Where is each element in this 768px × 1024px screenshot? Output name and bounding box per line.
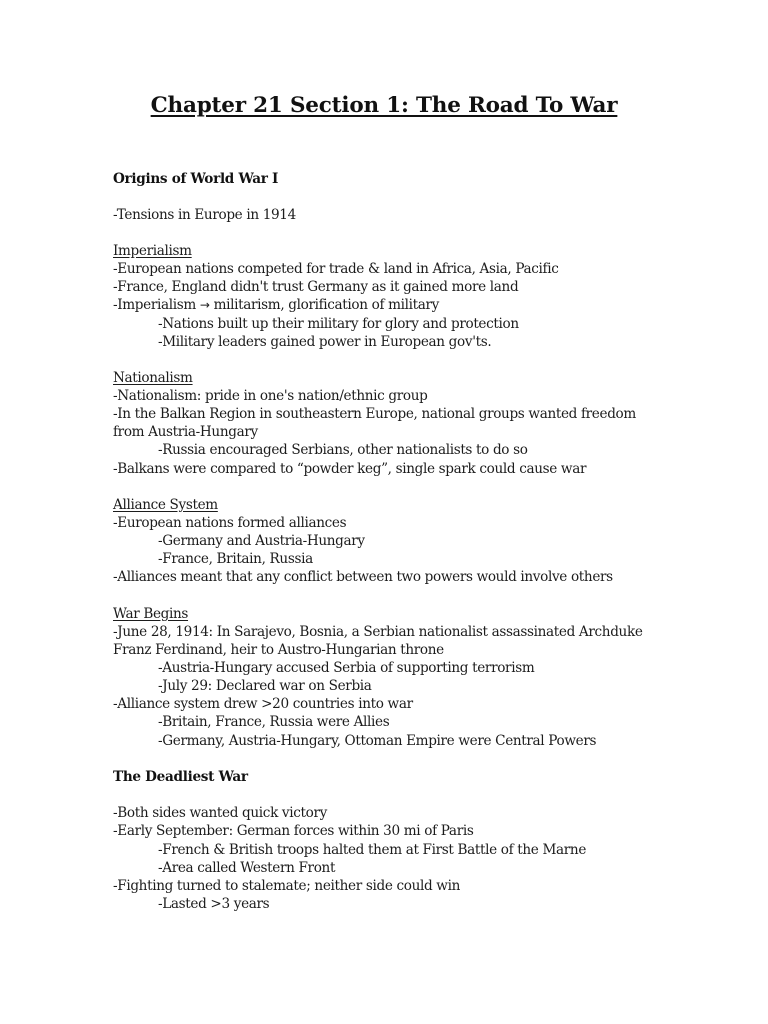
section-heading-deadliest-war: The Deadliest War [113, 769, 248, 785]
note-subline: -Military leaders gained power in European gov'ts. [158, 334, 492, 350]
note-subline: -Nations built up their military for glory and protection [158, 316, 519, 332]
note-subline: -Area called Western Front [158, 860, 336, 876]
note-subline: -Britain, France, Russia were Allies [158, 714, 390, 730]
section-heading-war-begins: War Begins [113, 606, 189, 622]
note-line: -European nations competed for trade & land in Africa, Asia, Pacific [113, 261, 559, 277]
note-subline: -Germany and Austria-Hungary [158, 533, 365, 549]
note-subline: -July 29: Declared war on Serbia [158, 678, 372, 694]
note-line: Franz Ferdinand, heir to Austro-Hungarian throne [113, 642, 444, 658]
page-title: Chapter 21 Section 1: The Road To War [150, 93, 618, 118]
note-subline: -French & British troops halted them at First Battle of the Marne [158, 842, 587, 858]
note-text: militarism, glorification of military [213, 297, 439, 313]
note-line: from Austria-Hungary [113, 424, 258, 440]
section-heading-origins: Origins of World War I [113, 171, 279, 187]
note-line: -In the Balkan Region in southeastern Europe, national groups wanted freedom [113, 406, 636, 422]
note-line: -France, England didn't trust Germany as it gained more land [113, 279, 519, 295]
note-line [113, 296, 439, 314]
note-subline: -Austria-Hungary accused Serbia of supporting terrorism [158, 660, 535, 676]
note-line: -Tensions in Europe in 1914 [113, 207, 296, 223]
note-line: -Alliances meant that any conflict between two powers would involve others [113, 569, 613, 585]
note-line: -Alliance system drew >20 countries into war [113, 696, 413, 712]
note-text: -Imperialism [113, 297, 196, 313]
section-heading-imperialism: Imperialism [113, 243, 192, 259]
note-line: -European nations formed alliances [113, 515, 347, 531]
note-line: -Early September: German forces within 30 mi of Paris [113, 823, 474, 839]
note-line: -Both sides wanted quick victory [113, 805, 327, 821]
section-heading-nationalism: Nationalism [113, 370, 193, 386]
note-line: -Fighting turned to stalemate; neither side could win [113, 878, 460, 894]
note-line: -Nationalism: pride in one's nation/ethnic group [113, 388, 428, 404]
right-arrow-icon: → [199, 298, 210, 312]
note-line: -June 28, 1914: In Sarajevo, Bosnia, a Serbian nationalist assassinated Archduke [113, 624, 643, 640]
note-subline: -France, Britain, Russia [158, 551, 313, 567]
note-subline: -Lasted >3 years [158, 896, 270, 912]
section-heading-alliance-system: Alliance System [113, 497, 218, 513]
note-line: -Balkans were compared to “powder keg”, single spark could cause war [113, 461, 587, 477]
note-subline: -Germany, Austria-Hungary, Ottoman Empire were Central Powers [158, 733, 597, 749]
note-subline: -Russia encouraged Serbians, other nationalists to do so [158, 442, 528, 458]
